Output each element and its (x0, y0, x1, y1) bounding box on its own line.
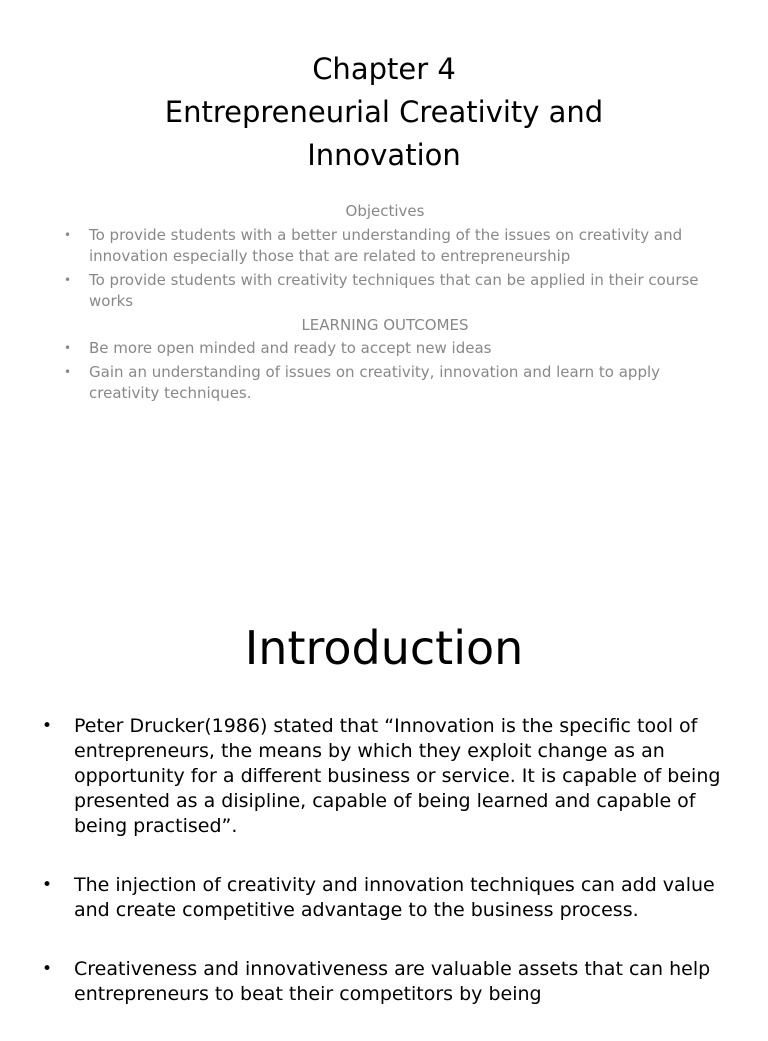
outcome-item (60, 338, 720, 359)
intro-bullet-text: Creativeness and innovativeness are valuable assets that can help entrepreneurs to beat their competitors by being (74, 958, 711, 1005)
bullet-icon: • (64, 341, 72, 355)
outcome-text: Be more open minded and ready to accept new ideas (89, 339, 492, 357)
chapter-title-line: Chapter 4 (312, 52, 456, 86)
intro-bullet-text: The injection of creativity and innovation techniques can add value and create competitive advantage to the business process. (74, 874, 715, 921)
bullet-icon: • (64, 273, 72, 287)
intro-bullet-item (40, 957, 730, 1007)
learning-outcomes-heading: LEARNING OUTCOMES (301, 316, 469, 334)
objective-item (60, 225, 720, 267)
slide-introduction (0, 576, 768, 1024)
intro-bullet-item (40, 873, 730, 923)
outcome-item (60, 362, 720, 404)
objective-item (60, 270, 720, 312)
bullet-icon: • (42, 959, 53, 979)
outcomes-list (60, 338, 720, 404)
objectives-heading: Objectives (345, 202, 425, 220)
bullet-icon: • (64, 365, 72, 379)
outcome-text: Gain an understanding of issues on creativity, innovation and learn to apply creativity techniques. (89, 363, 661, 402)
introduction-content (40, 714, 730, 1041)
bullet-icon: • (42, 716, 53, 736)
bullet-icon: • (64, 228, 72, 242)
objective-text: To provide students with creativity techniques that can be applied in their course works (89, 271, 699, 310)
chapter-title-line: Entrepreneurial Creativity and (164, 95, 604, 129)
objectives-list (60, 225, 720, 312)
intro-bullet-item (40, 714, 730, 839)
objective-text: To provide students with a better understanding of the issues on creativity and innovation especially those that are related to entrepreneurship (89, 226, 683, 265)
intro-bullet-text: Peter Drucker(1986) stated that “Innovation is the specific tool of entrepreneurs, the means by which they exploit change as an opportunity for a different business or service. It is capable of being presented as a disipline, capable of being learned and capable of being practised”. (74, 715, 721, 837)
introduction-title: Introduction (244, 621, 524, 675)
objectives-content (60, 201, 720, 407)
chapter-title (0, 48, 768, 177)
chapter-title-line: Innovation (307, 138, 461, 172)
bullet-icon: • (42, 875, 53, 895)
